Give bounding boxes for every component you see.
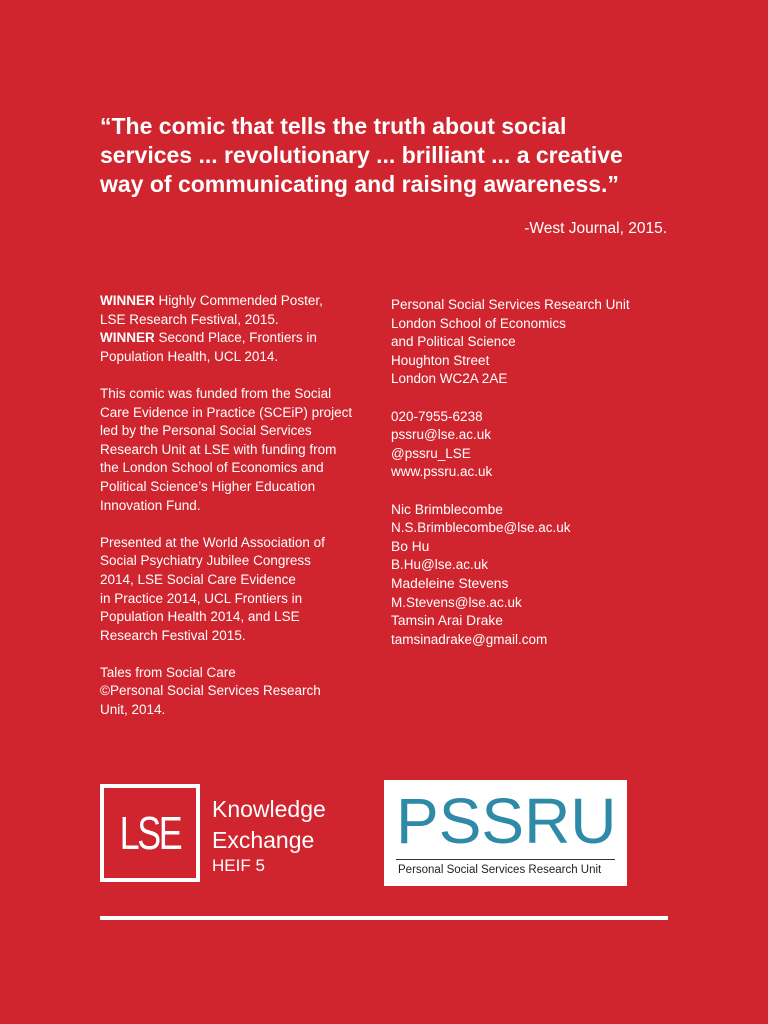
award-winner-label: WINNER (100, 330, 155, 346)
awards-block (100, 292, 380, 366)
quote-line: “The comic that tells the truth about social (100, 113, 567, 139)
lse-logo (100, 784, 200, 882)
left-column (100, 292, 380, 738)
award-text: Highly Commended Poster, (154, 293, 323, 308)
presented-line: in Practice 2014, UCL Frontiers in (100, 590, 303, 606)
person-email: B.Hu@lse.ac.uk (391, 557, 488, 573)
presented-line: 2014, LSE Social Care Evidence (100, 571, 296, 587)
contact-email: pssru@lse.ac.uk (391, 427, 491, 443)
award-line (100, 348, 380, 367)
address-line: London WC2A 2AE (391, 371, 508, 387)
copyright-line: Unit, 2014. (100, 702, 166, 718)
address-line: and Political Science (391, 334, 516, 350)
knowledge-exchange-label (212, 794, 326, 876)
copyright-line: Tales from Social Care (100, 664, 236, 680)
ke-line-1: Knowledge (212, 796, 326, 822)
address-line: Personal Social Services Research Unit (391, 297, 630, 312)
funding-line: Political Science’s Higher Education (100, 478, 316, 494)
funding-line: This comic was funded from the Social (100, 385, 332, 401)
quote-attribution: -West Journal, 2015. (524, 220, 667, 237)
presented-line: Population Health 2014, and LSE (100, 609, 300, 625)
person-email: M.Stevens@lse.ac.uk (391, 594, 522, 610)
funding-line: Research Unit at LSE with funding from (100, 441, 337, 457)
quote (100, 112, 700, 199)
people-block (391, 501, 681, 650)
address-line: London School of Economics (391, 315, 566, 331)
presented-line: Presented at the World Association of (100, 534, 325, 550)
address-line: Houghton Street (391, 352, 490, 368)
award-winner-label: WINNER (100, 293, 155, 308)
award-line (100, 329, 380, 348)
funding-line: the London School of Economics and (100, 460, 324, 476)
ke-line-2: Exchange (212, 827, 315, 853)
person-name: Bo Hu (391, 538, 430, 554)
phone-number: 020-7955-6238 (391, 408, 483, 424)
award-line (100, 292, 380, 311)
funding-line: led by the Personal Social Services (100, 423, 312, 439)
contact-block (391, 408, 681, 482)
website-url: www.pssru.ac.uk (391, 464, 493, 480)
pssru-logo-rule (396, 859, 615, 860)
award-text: LSE Research Festival, 2015. (100, 311, 279, 327)
person-name: Tamsin Arai Drake (391, 613, 503, 629)
funding-line: Innovation Fund. (100, 497, 201, 513)
person-name: Madeleine Stevens (391, 575, 509, 591)
award-text: Population Health, UCL 2014. (100, 348, 279, 364)
quote-line: way of communicating and raising awareness.” (100, 171, 619, 197)
funding-block (100, 385, 380, 515)
presented-line: Social Psychiatry Jubilee Congress (100, 553, 311, 569)
quote-line: services ... revolutionary ... brilliant ... a creative (100, 142, 623, 168)
address-block (391, 296, 681, 389)
funding-line: Care Evidence in Practice (SCEiP) project (100, 404, 353, 420)
lse-logo-inner (104, 788, 196, 878)
pssru-logo-subtitle: Personal Social Services Research Unit (398, 864, 602, 876)
pssru-logo (384, 780, 627, 886)
ke-line-3: HEIF 5 (212, 856, 265, 875)
person-email: N.S.Brimblecombe@lse.ac.uk (391, 520, 571, 536)
person-name: Nic Brimblecombe (391, 501, 503, 517)
award-line (100, 311, 380, 330)
twitter-handle: @pssru_LSE (391, 445, 471, 461)
right-column (391, 296, 681, 668)
pssru-logo-letters: PSSRU (396, 785, 617, 857)
lse-logo-letters: LSE (119, 807, 181, 859)
bottom-divider (100, 916, 668, 920)
presented-line: Research Festival 2015. (100, 627, 246, 643)
presented-block (100, 534, 380, 646)
copyright-block (100, 664, 380, 720)
award-text: Second Place, Frontiers in (154, 330, 317, 346)
copyright-line: ©Personal Social Services Research (100, 683, 321, 699)
person-email: tamsinadrake@gmail.com (391, 631, 548, 647)
